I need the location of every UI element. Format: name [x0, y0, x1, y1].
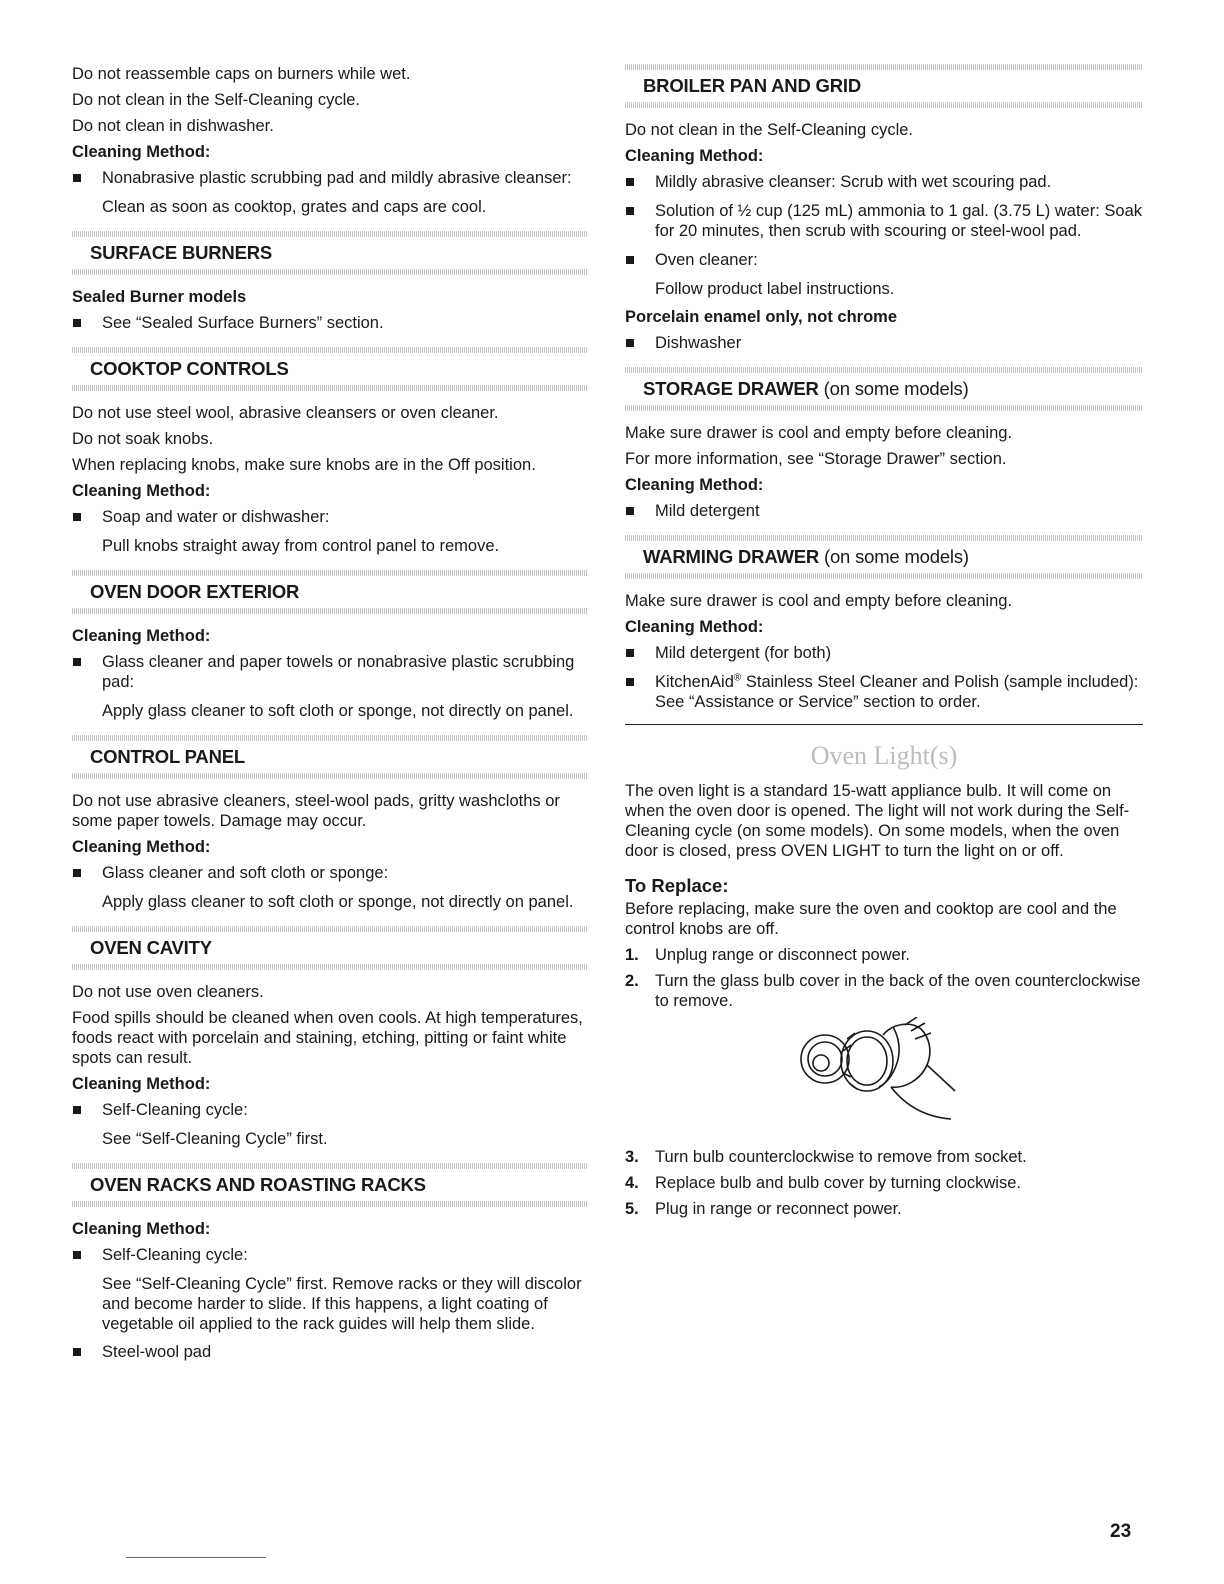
sealed-burner-label: Sealed Burner models	[72, 288, 247, 306]
section-oven-racks	[72, 1163, 588, 1207]
intro-line: Do not clean in dishwasher.	[72, 117, 274, 135]
cleaning-method-label: Cleaning Method:	[625, 476, 764, 494]
section-oven-door-exterior	[72, 570, 588, 614]
oven-light-title: Oven Light(s)	[810, 741, 958, 770]
body-line: Make sure drawer is cool and empty before cleaning.	[625, 424, 1013, 442]
section-title: OVEN CAVITY	[90, 937, 212, 958]
replace-title: To Replace:	[625, 875, 729, 896]
list-item	[625, 672, 1143, 712]
step-number: 5.	[625, 1200, 639, 1218]
left-column	[72, 64, 588, 1371]
body-line: Do not soak knobs.	[72, 430, 214, 448]
list-item: Oven cleaner:	[625, 250, 1143, 270]
step-text: Unplug range or disconnect power.	[655, 946, 910, 964]
section-oven-cavity	[72, 926, 588, 970]
cleaning-method-label: Cleaning Method:	[625, 618, 764, 636]
body-line: For more information, see “Storage Drawer” section.	[625, 450, 1007, 468]
body-line: Make sure drawer is cool and empty before cleaning.	[625, 592, 1013, 610]
step-text: Turn bulb counterclockwise to remove from socket.	[655, 1148, 1027, 1166]
section-cooktop-controls	[72, 347, 588, 391]
intro-line: Do not clean in the Self-Cleaning cycle.	[72, 91, 360, 109]
list-item: Soap and water or dishwasher:	[72, 507, 588, 527]
step-number: 1.	[625, 946, 639, 964]
step-item	[625, 1199, 1143, 1219]
bullet-list	[72, 507, 588, 527]
steps-list	[625, 945, 1143, 1011]
section-title-text: STORAGE DRAWER	[643, 378, 819, 399]
body-line: Do not clean in the Self-Cleaning cycle.	[625, 121, 913, 139]
instruction-note: See “Self-Cleaning Cycle” first.	[102, 1130, 328, 1148]
list-item: Steel-wool pad	[72, 1342, 588, 1362]
bullet-list	[72, 168, 588, 188]
step-text: Plug in range or reconnect power.	[655, 1200, 902, 1218]
body-line: When replacing knobs, make sure knobs are in the Off position.	[72, 456, 536, 474]
section-control-panel	[72, 735, 588, 779]
body-text: The oven light is a standard 15-watt appliance bulb. It will come on when the oven door is opened. The light will not work during the Self-Cleaning cycle (on some models). On some models, when the oven door is closed, press OVEN LIGHT to turn the light on or off.	[625, 782, 1130, 860]
step-item	[625, 1147, 1143, 1167]
divider	[625, 724, 1143, 725]
cleaning-method-label: Cleaning Method:	[72, 1075, 211, 1093]
bullet-list	[72, 1100, 588, 1120]
section-title: OVEN DOOR EXTERIOR	[90, 581, 300, 602]
porcelain-label: Porcelain enamel only, not chrome	[625, 308, 898, 326]
body-line: Do not use oven cleaners.	[72, 983, 264, 1001]
body-text: Do not use abrasive cleaners, steel-wool pads, gritty washcloths or some paper towels. Damage may occur.	[72, 792, 560, 830]
section-title	[625, 541, 1143, 573]
list-item: Self-Cleaning cycle:	[72, 1245, 588, 1265]
instruction-note: See “Self-Cleaning Cycle” first. Remove racks or they will discolor and become harder to slide. If this happens, a light coating of vegetable oil applied to the rack guides will help them slide.	[102, 1275, 582, 1333]
step-item	[625, 945, 1143, 965]
section-title: BROILER PAN AND GRID	[643, 75, 862, 96]
section-storage-drawer	[625, 367, 1143, 411]
list-item: Dishwasher	[625, 333, 1143, 353]
cleaning-method-label: Cleaning Method:	[625, 147, 764, 165]
cleaning-method-label: Cleaning Method:	[72, 143, 211, 161]
list-item: Glass cleaner and paper towels or nonabrasive plastic scrubbing pad:	[72, 652, 588, 692]
bullet-list	[72, 652, 588, 692]
list-item: Mild detergent	[625, 501, 1143, 521]
bulb-illustration	[625, 1017, 1143, 1137]
body-text: Before replacing, make sure the oven and cooktop are cool and the control knobs are off.	[625, 900, 1117, 938]
list-item: Mild detergent (for both)	[625, 643, 1143, 663]
bullet-list	[72, 1342, 588, 1362]
list-item: See “Sealed Surface Burners” section.	[72, 313, 588, 333]
steps-list	[625, 1147, 1143, 1219]
step-number: 4.	[625, 1174, 639, 1192]
body-line: Do not use steel wool, abrasive cleansers or oven cleaner.	[72, 404, 499, 422]
instruction-note: Apply glass cleaner to soft cloth or sponge, not directly on panel.	[102, 702, 574, 720]
instruction-note: Pull knobs straight away from control panel to remove.	[102, 537, 500, 555]
cleaning-method-label: Cleaning Method:	[72, 1220, 211, 1238]
registered-mark: ®	[733, 672, 742, 684]
body-text: Food spills should be cleaned when oven cools. At high temperatures, foods react with porcelain and staining, etching, pitting or faint white spots can result.	[72, 1009, 583, 1067]
bullet-list	[72, 1245, 588, 1265]
step-item	[625, 971, 1143, 1011]
cleaning-method-label: Cleaning Method:	[72, 627, 211, 645]
bullet-list	[72, 313, 588, 333]
instruction-note: Follow product label instructions.	[655, 280, 895, 298]
cleaning-method-label: Cleaning Method:	[72, 482, 211, 500]
step-item	[625, 1173, 1143, 1193]
instruction-note: Clean as soon as cooktop, grates and caps are cool.	[102, 198, 487, 216]
section-title-note: (on some models)	[823, 546, 969, 567]
list-item: Solution of ½ cup (125 mL) ammonia to 1 gal. (3.75 L) water: Soak for 20 minutes, then scrub with scouring or steel-wool pad.	[625, 201, 1143, 241]
product-text: Stainless Steel Cleaner and Polish (sample included):	[741, 673, 1139, 691]
list-item: Self-Cleaning cycle:	[72, 1100, 588, 1120]
step-number: 3.	[625, 1148, 639, 1166]
section-warming-drawer	[625, 535, 1143, 579]
section-title	[625, 373, 1143, 405]
bullet-list	[625, 501, 1143, 521]
step-text: Replace bulb and bulb cover by turning clockwise.	[655, 1174, 1021, 1192]
intro-line: Do not reassemble caps on burners while wet.	[72, 65, 411, 83]
bullet-list	[625, 333, 1143, 353]
brand-name: KitchenAid	[655, 673, 734, 691]
bottom-link-line	[126, 1557, 266, 1558]
section-title: CONTROL PANEL	[90, 746, 245, 767]
list-item: Mildly abrasive cleanser: Scrub with wet scouring pad.	[625, 172, 1143, 192]
right-column	[625, 64, 1143, 1225]
page-number: 23	[1110, 1521, 1132, 1542]
bulb-cover-icon	[795, 1017, 975, 1137]
instruction-note: Apply glass cleaner to soft cloth or sponge, not directly on panel.	[102, 893, 574, 911]
section-title-note: (on some models)	[823, 378, 969, 399]
bullet-list	[625, 643, 1143, 712]
product-note: See “Assistance or Service” section to order.	[655, 693, 981, 711]
bullet-list	[72, 863, 588, 883]
section-broiler-pan	[625, 64, 1143, 108]
bullet-list	[625, 172, 1143, 270]
section-title-text: WARMING DRAWER	[643, 546, 820, 567]
step-text: Turn the glass bulb cover in the back of the oven counterclockwise to remove.	[655, 972, 1141, 1010]
section-title: COOKTOP CONTROLS	[90, 358, 289, 379]
section-title: SURFACE BURNERS	[90, 242, 273, 263]
list-item: Nonabrasive plastic scrubbing pad and mildly abrasive cleanser:	[72, 168, 588, 188]
step-number: 2.	[625, 972, 639, 990]
list-item: Glass cleaner and soft cloth or sponge:	[72, 863, 588, 883]
section-surface-burners	[72, 231, 588, 275]
section-title: OVEN RACKS AND ROASTING RACKS	[90, 1174, 426, 1195]
cleaning-method-label: Cleaning Method:	[72, 838, 211, 856]
